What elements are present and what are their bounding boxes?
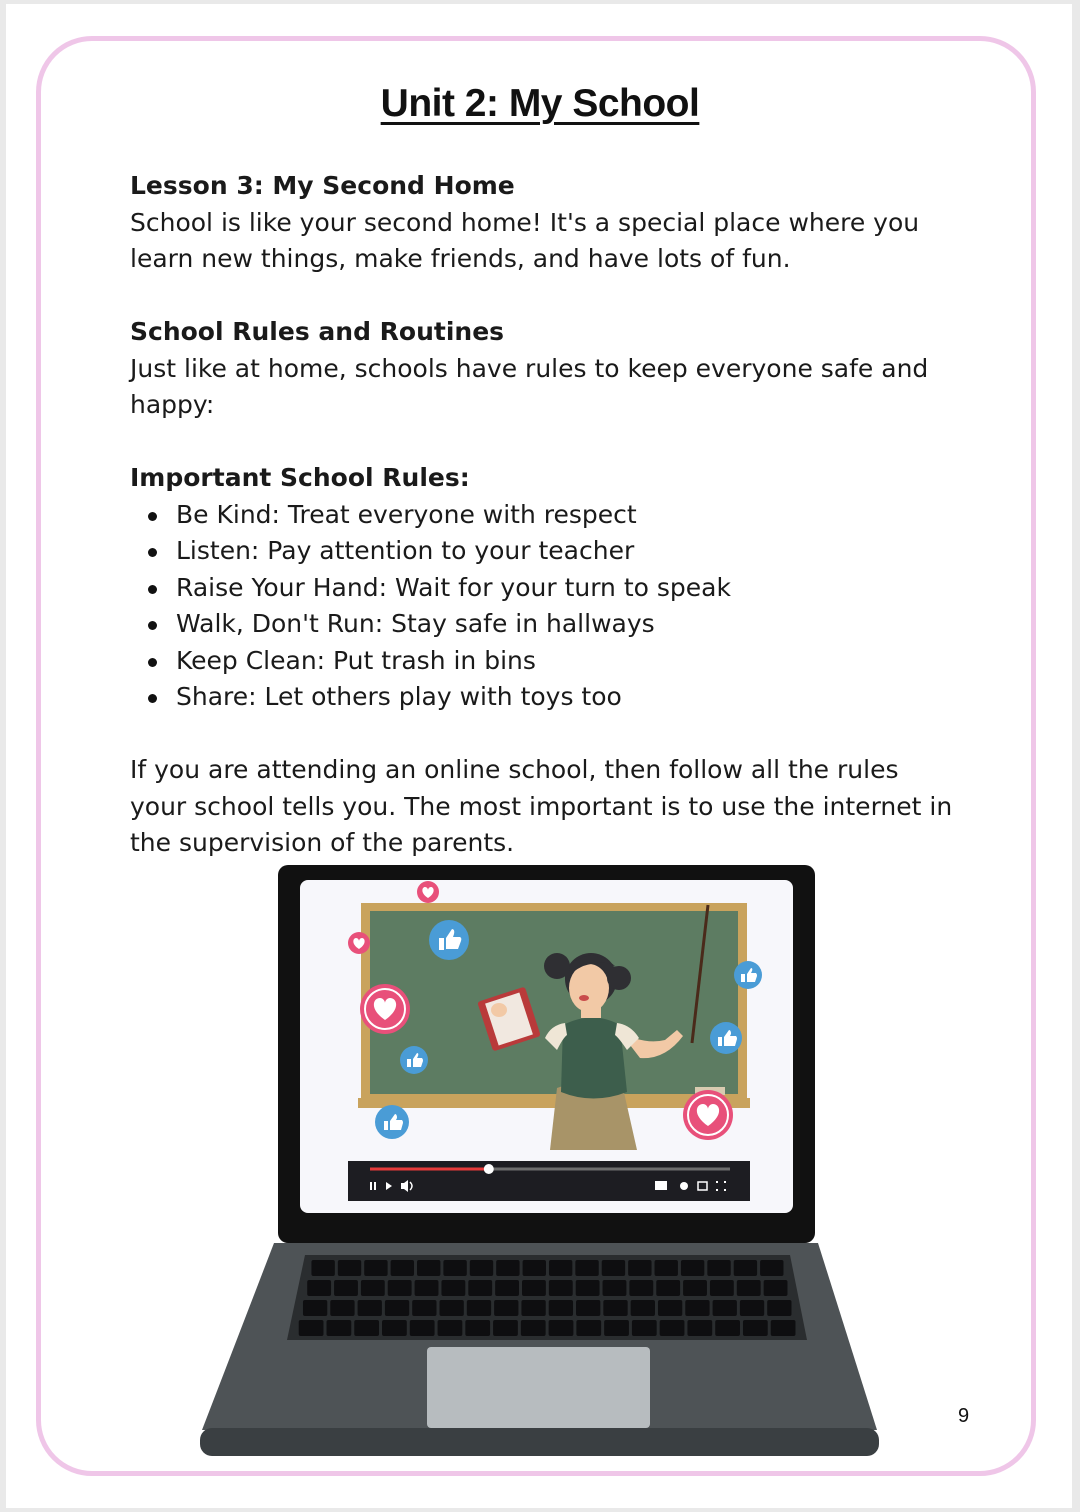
thumbs-up-icon [400, 1046, 428, 1074]
rules-section-text: Just like at home, schools have rules to keep everyone safe and happy: [130, 353, 929, 419]
lesson-text: School is like your second home! It's a special place where you learn new things, make friends, and have lots of fun. [130, 207, 920, 273]
list-item: Listen: Pay attention to your teacher [130, 533, 960, 570]
list-item: Share: Let others play with toys too [130, 679, 960, 716]
online-class-laptop-illustration [195, 860, 885, 1470]
thumbs-up-icon [429, 920, 469, 960]
heart-icon [417, 881, 439, 903]
heart-icon [683, 1090, 733, 1140]
heart-icon [360, 984, 410, 1034]
video-progress-handle [484, 1164, 494, 1174]
lesson-content [130, 168, 960, 862]
page-number: 9 [958, 1405, 970, 1427]
list-item: Keep Clean: Put trash in bins [130, 643, 960, 680]
important-rules-heading: Important School Rules: [130, 463, 470, 492]
heart-icon [348, 932, 370, 954]
video-player-controls [348, 1161, 750, 1201]
thumbs-up-icon [710, 1022, 742, 1054]
unit-title: Unit 2: My School [380, 82, 700, 125]
online-note: If you are attending an online school, then follow all the rules your school tells you. The most important is to use the internet in the supervision of the parents. [130, 755, 953, 857]
list-item: Walk, Don't Run: Stay safe in hallways [130, 606, 960, 643]
rules-section-heading: School Rules and Routines [130, 317, 505, 346]
lesson-heading: Lesson 3: My Second Home [130, 171, 515, 200]
list-item: Be Kind: Treat everyone with respect [130, 497, 960, 534]
list-item: Raise Your Hand: Wait for your turn to speak [130, 570, 960, 607]
thumbs-up-icon [734, 961, 762, 989]
rules-list [130, 497, 960, 716]
thumbs-up-icon [375, 1105, 409, 1139]
trackpad [427, 1347, 650, 1428]
